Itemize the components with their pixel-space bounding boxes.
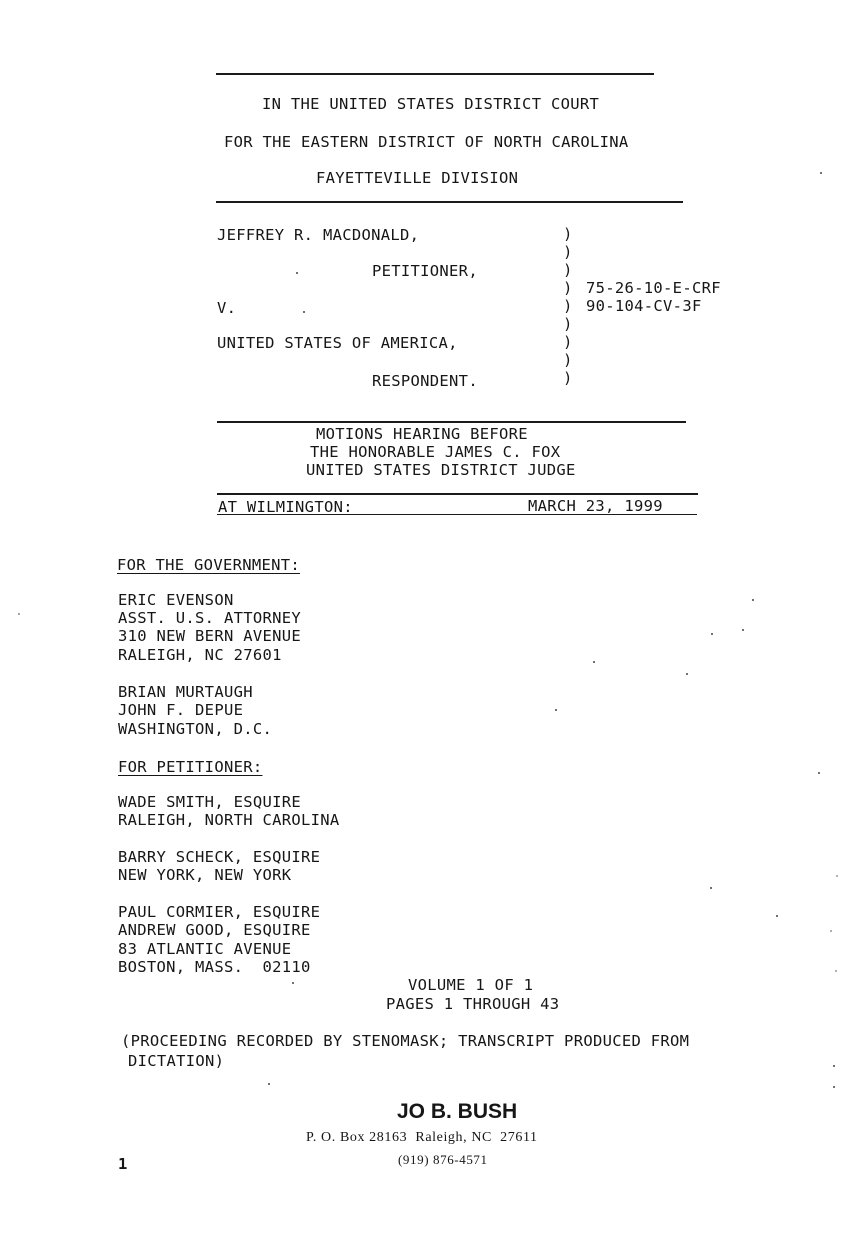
petitioner-name: JEFFREY R. MACDONALD, (217, 226, 420, 244)
recording-note-line1: (PROCEEDING RECORDED BY STENOMASK; TRANSCRIPT PRODUCED FROM (121, 1032, 690, 1050)
pages-line: PAGES 1 THROUGH 43 (386, 995, 560, 1013)
attorney-city: NEW YORK, NEW YORK (118, 866, 292, 884)
attorney-name: PAUL CORMIER, ESQUIRE (118, 903, 321, 921)
attorney-city: BOSTON, MASS. 02110 (118, 958, 311, 976)
respondent-role: RESPONDENT. (372, 372, 478, 390)
hearing-date: MARCH 23, 1999 (528, 497, 663, 515)
header-bottom-rule (216, 201, 683, 203)
page-number: 1 (118, 1155, 128, 1173)
attorney-name: ANDREW GOOD, ESQUIRE (118, 921, 311, 939)
attorney-name: WADE SMITH, ESQUIRE (118, 793, 302, 811)
location-top-rule (217, 493, 698, 495)
petitioner-role: PETITIONER, (372, 262, 478, 280)
judge-title: UNITED STATES DISTRICT JUDGE (306, 461, 576, 479)
division-line: FAYETTEVILLE DIVISION (316, 169, 519, 187)
attorney-name: JOHN F. DEPUE (118, 701, 244, 719)
versus: V. (217, 299, 237, 317)
attorney-city: RALEIGH, NC 27601 (118, 646, 282, 664)
respondent-name: UNITED STATES OF AMERICA, (217, 334, 458, 352)
attorney-street: 83 ATLANTIC AVENUE (118, 940, 292, 958)
attorney-city: WASHINGTON, D.C. (118, 720, 273, 738)
attorney-name: BRIAN MURTAUGH (118, 683, 253, 701)
attorney-city: RALEIGH, NORTH CAROLINA (118, 811, 340, 829)
attorney-street: 310 NEW BERN AVENUE (118, 627, 302, 645)
judge-name: THE HONORABLE JAMES C. FOX (310, 443, 561, 461)
location-underline (217, 514, 697, 515)
recording-note-line2: DICTATION) (128, 1052, 225, 1070)
court-name-line: IN THE UNITED STATES DISTRICT COURT (262, 95, 600, 113)
hearing-title: MOTIONS HEARING BEFORE (316, 425, 528, 443)
reporter-phone: (919) 876-4571 (398, 1152, 488, 1167)
attorney-name: BARRY SCHECK, ESQUIRE (118, 848, 321, 866)
district-line: FOR THE EASTERN DISTRICT OF NORTH CAROLINA (224, 133, 629, 151)
reporter-address: P. O. Box 28163 Raleigh, NC 27611 (306, 1130, 538, 1145)
reporter-name: JO B. BUSH (397, 1100, 518, 1123)
hearing-location: AT WILMINGTON: (218, 498, 353, 516)
caption-bottom-rule (217, 421, 686, 423)
government-heading: FOR THE GOVERNMENT: (117, 556, 301, 574)
transcript-cover-page: IN THE UNITED STATES DISTRICT COURT FOR THE EASTERN DISTRICT OF NORTH CAROLINA FAYETTEVILLE DIVISION JEFFREY R. MACDONALD, PETITIONER, V. UNITED STATES OF AMERICA, RESPONDENT. ) ) ) ) ) ) ) ) ) 75-26-10-E-CRF 90-104-CV-3F MOTIONS HEARING BEFORE THE HONORABLE JAMES C. FOX UNITED STATES DISTRICT JUDGE AT WILMINGTON: MARCH 23, 1999 FOR THE GOVERNMENT: ERIC EVENSON ASST. U.S. ATTORNEY 310 NEW BERN AVENUE RALEIGH, NC 27601 BRIAN MURTAUGH JOHN F. DEPUE WASHINGTON, D.C. FOR PETITIONER: WADE SMITH, ESQUIRE RALEIGH, NORTH CAROLINA BARRY SCHECK, ESQUIRE NEW YORK, NEW YORK PAUL CORMIER, ESQUIRE ANDREW GOOD, ESQUIRE 83 ATLANTIC AVENUE BOSTON, MASS. 02110 VOLUME 1 OF 1 PAGES 1 THROUGH 43 (PROCEEDING RECORDED BY STENOMASK; TRANSCRIPT PRODUCED FROM DICTATION) JO B. BUSH P. O. Box 28163 Raleigh, NC 27611 (919) 876-4571 1 (0, 0, 860, 1244)
petitioner-heading: FOR PETITIONER: (118, 758, 263, 776)
top-rule (216, 73, 654, 75)
volume-line: VOLUME 1 OF 1 (408, 976, 534, 994)
attorney-title: ASST. U.S. ATTORNEY (118, 609, 302, 627)
attorney-name: ERIC EVENSON (118, 591, 234, 609)
case-number-criminal: 75-26-10-E-CRF (586, 279, 721, 297)
case-number-civil: 90-104-CV-3F (586, 297, 702, 315)
